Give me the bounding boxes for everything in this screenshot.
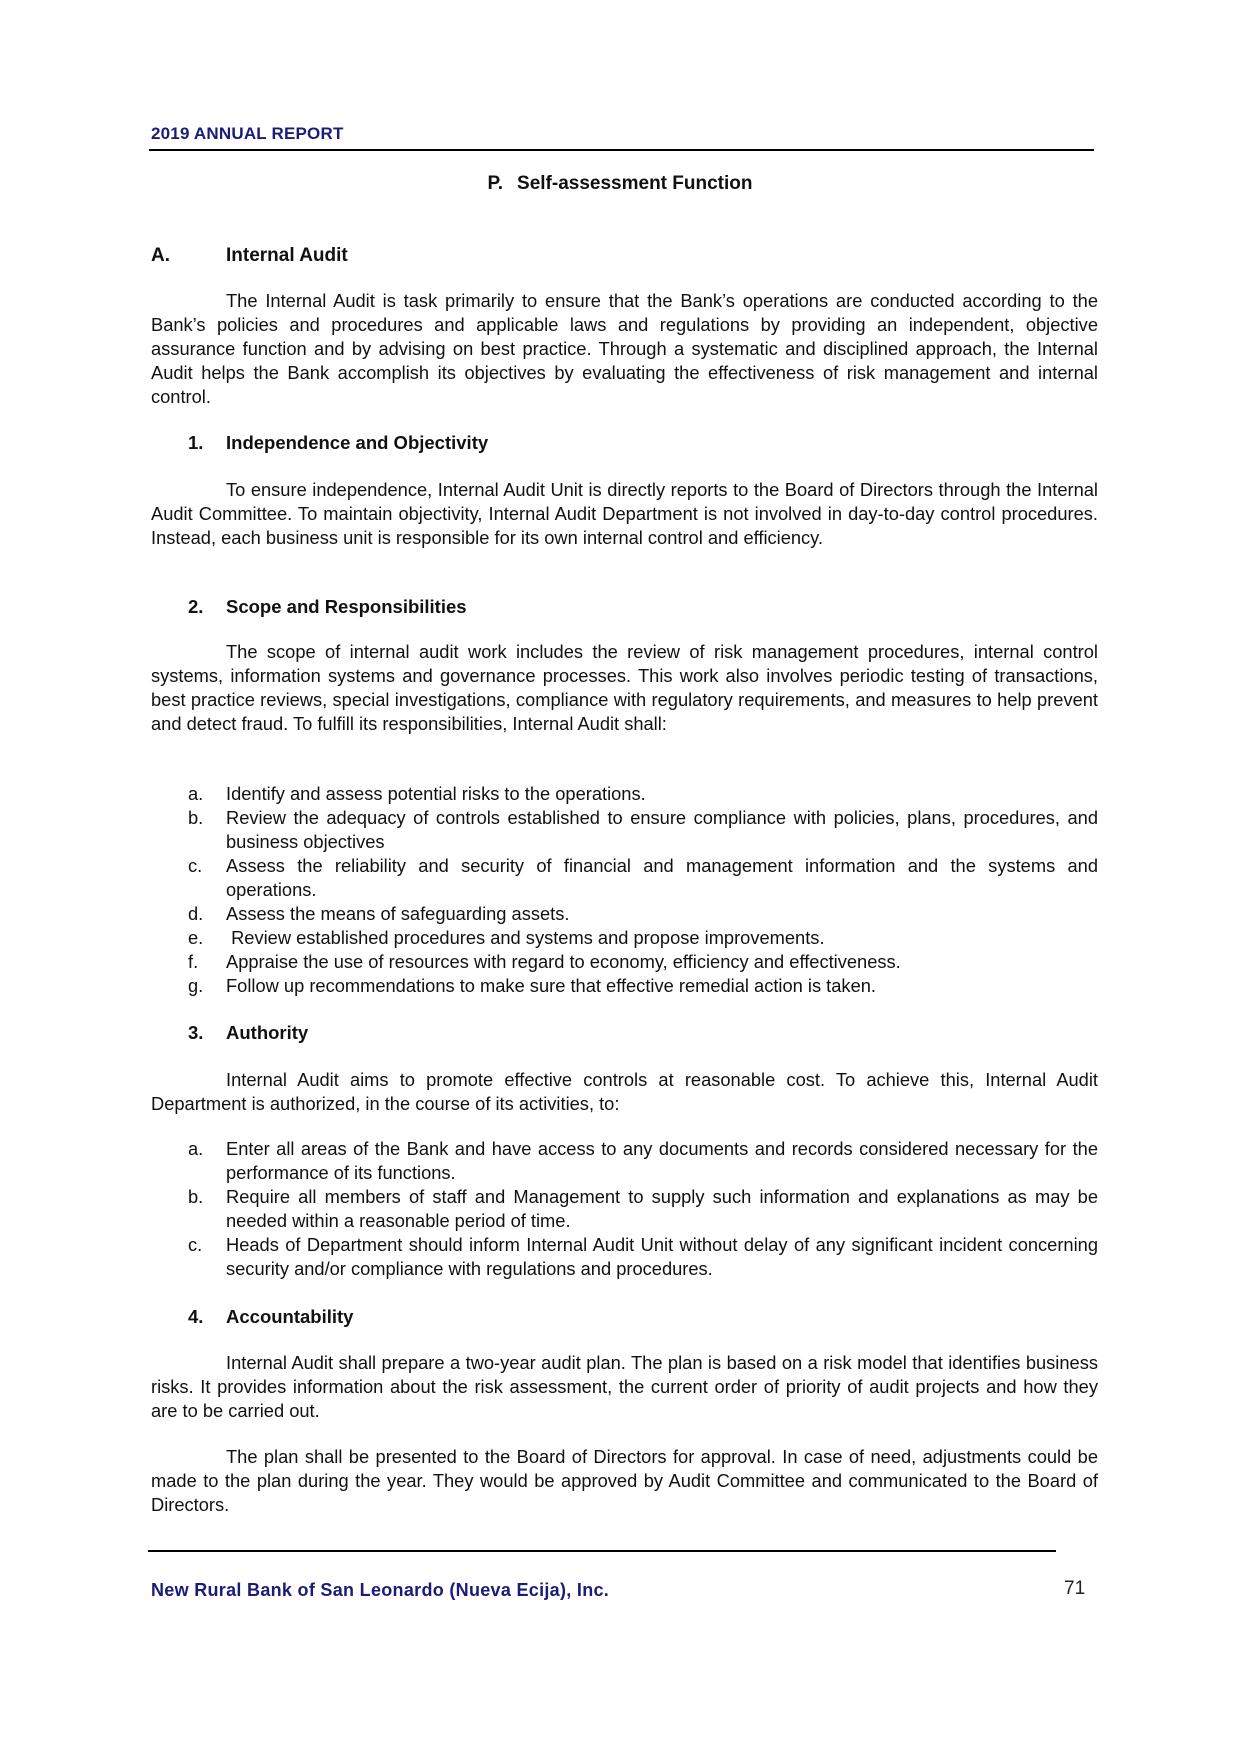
section-letter: A. xyxy=(151,245,170,266)
subsection-number: 3. xyxy=(188,1022,204,1043)
list-marker: a. xyxy=(188,1138,204,1159)
list-item xyxy=(188,782,1098,806)
paragraph-text: Internal Audit shall prepare a two-year audit plan. The plan is based on a risk model that identifies business risks. It provides information about the risk assessment, the current order of priority of audit projects and how they are to be carried out. xyxy=(151,1352,1098,1421)
running-header: 2019 ANNUAL REPORT xyxy=(151,124,344,143)
list-marker: d. xyxy=(188,903,204,924)
section-heading xyxy=(151,245,348,267)
subsection-number: 2. xyxy=(188,596,204,617)
list-marker: e. xyxy=(188,927,204,948)
list-item-text: Follow up recommendations to make sure that effective remedial action is taken. xyxy=(226,975,876,996)
footer-organization: New Rural Bank of San Leonardo (Nueva Ecija), Inc. xyxy=(151,1580,610,1600)
list-marker: g. xyxy=(188,975,204,996)
list-item xyxy=(188,950,1098,974)
list-item xyxy=(188,974,1098,998)
section-title: Internal Audit xyxy=(226,245,348,266)
subsection-title: Accountability xyxy=(226,1306,354,1327)
list-item-text: Heads of Department should inform Internal Audit Unit without delay of any significant incident concerning security and/or compliance with regulations and procedures. xyxy=(226,1234,1098,1279)
list-item-text: Review established procedures and systems and propose improvements. xyxy=(226,927,825,948)
list-item xyxy=(188,1233,1098,1281)
list-marker: a. xyxy=(188,783,204,804)
paragraph-text: To ensure independence, Internal Audit Unit is directly reports to the Board of Directors through the Internal Audit Committee. To maintain objectivity, Internal Audit Department is not involved in day-to-day control procedures. Instead, each business unit is responsible for its own internal control and efficiency. xyxy=(151,479,1098,548)
list-item-text: Identify and assess potential risks to the operations. xyxy=(226,783,646,804)
list-item xyxy=(188,854,1098,902)
intro-paragraph xyxy=(151,289,1098,409)
list-marker: b. xyxy=(188,1186,204,1207)
list-item-text: Enter all areas of the Bank and have access to any documents and records considered necessary for the performance of its functions. xyxy=(226,1138,1098,1183)
subsection-title: Independence and Objectivity xyxy=(226,432,489,453)
list-item xyxy=(188,926,1098,950)
list-item-text: Appraise the use of resources with regard to economy, efficiency and effectiveness. xyxy=(226,951,901,972)
subsection-heading-accountability xyxy=(188,1306,353,1328)
page-number: 71 xyxy=(1064,1578,1086,1599)
list-item xyxy=(188,1185,1098,1233)
independence-paragraph xyxy=(151,478,1098,550)
page-title xyxy=(0,173,1240,195)
subsection-number: 1. xyxy=(188,432,204,453)
subsection-heading-authority xyxy=(188,1022,308,1044)
list-item-text: Assess the means of safeguarding assets. xyxy=(226,903,570,924)
list-item-text: Review the adequacy of controls established to ensure compliance with policies, plans, procedures, and business objectives xyxy=(226,807,1098,852)
subsection-title: Scope and Responsibilities xyxy=(226,596,467,617)
scope-paragraph xyxy=(151,640,1098,736)
subsection-heading-scope xyxy=(188,596,467,618)
responsibilities-list xyxy=(188,782,1098,998)
list-item xyxy=(188,1137,1098,1185)
subsection-number: 4. xyxy=(188,1306,204,1327)
accountability-paragraph-1 xyxy=(151,1351,1098,1423)
authority-list xyxy=(188,1137,1098,1281)
paragraph-text: The plan shall be presented to the Board of Directors for approval. In case of need, adjustments could be made to the plan during the year. They would be approved by Audit Committee and communicated to the Board of Directors. xyxy=(151,1446,1098,1515)
authority-paragraph xyxy=(151,1068,1098,1116)
paragraph-text: The scope of internal audit work includes the review of risk management procedures, internal control systems, information systems and governance processes. This work also involves periodic testing of transactions, best practice reviews, special investigations, compliance with regulatory requirements, and measures to help prevent and detect fraud. To fulfill its responsibilities, Internal Audit shall: xyxy=(151,641,1098,734)
list-marker: c. xyxy=(188,855,203,876)
header-divider xyxy=(149,149,1094,151)
list-item xyxy=(188,902,1098,926)
title-text: Self-assessment Function xyxy=(517,173,753,194)
footer-divider xyxy=(148,1550,1056,1552)
list-marker: b. xyxy=(188,807,204,828)
list-marker: f. xyxy=(188,951,199,972)
list-item xyxy=(188,806,1098,854)
list-marker: c. xyxy=(188,1234,203,1255)
accountability-paragraph-2 xyxy=(151,1445,1098,1517)
subsection-heading-independence xyxy=(188,432,488,454)
paragraph-text: Internal Audit aims to promote effective controls at reasonable cost. To achieve this, Internal Audit Department is authorized, in the course of its activities, to: xyxy=(151,1069,1098,1114)
intro-text: The Internal Audit is task primarily to ensure that the Bank’s operations are conducted according to the Bank’s policies and procedures and applicable laws and regulations by providing an independent, objective assurance function and by advising on best practice. Through a systematic and disciplined approach, the Internal Audit helps the Bank accomplish its objectives by evaluating the effectiveness of risk management and internal control. xyxy=(151,290,1098,407)
list-item-text: Assess the reliability and security of financial and management information and the systems and operations. xyxy=(226,855,1098,900)
subsection-title: Authority xyxy=(226,1022,309,1043)
title-letter: P. xyxy=(487,173,504,194)
list-item-text: Require all members of staff and Management to supply such information and explanations as may be needed within a reasonable period of time. xyxy=(226,1186,1098,1231)
